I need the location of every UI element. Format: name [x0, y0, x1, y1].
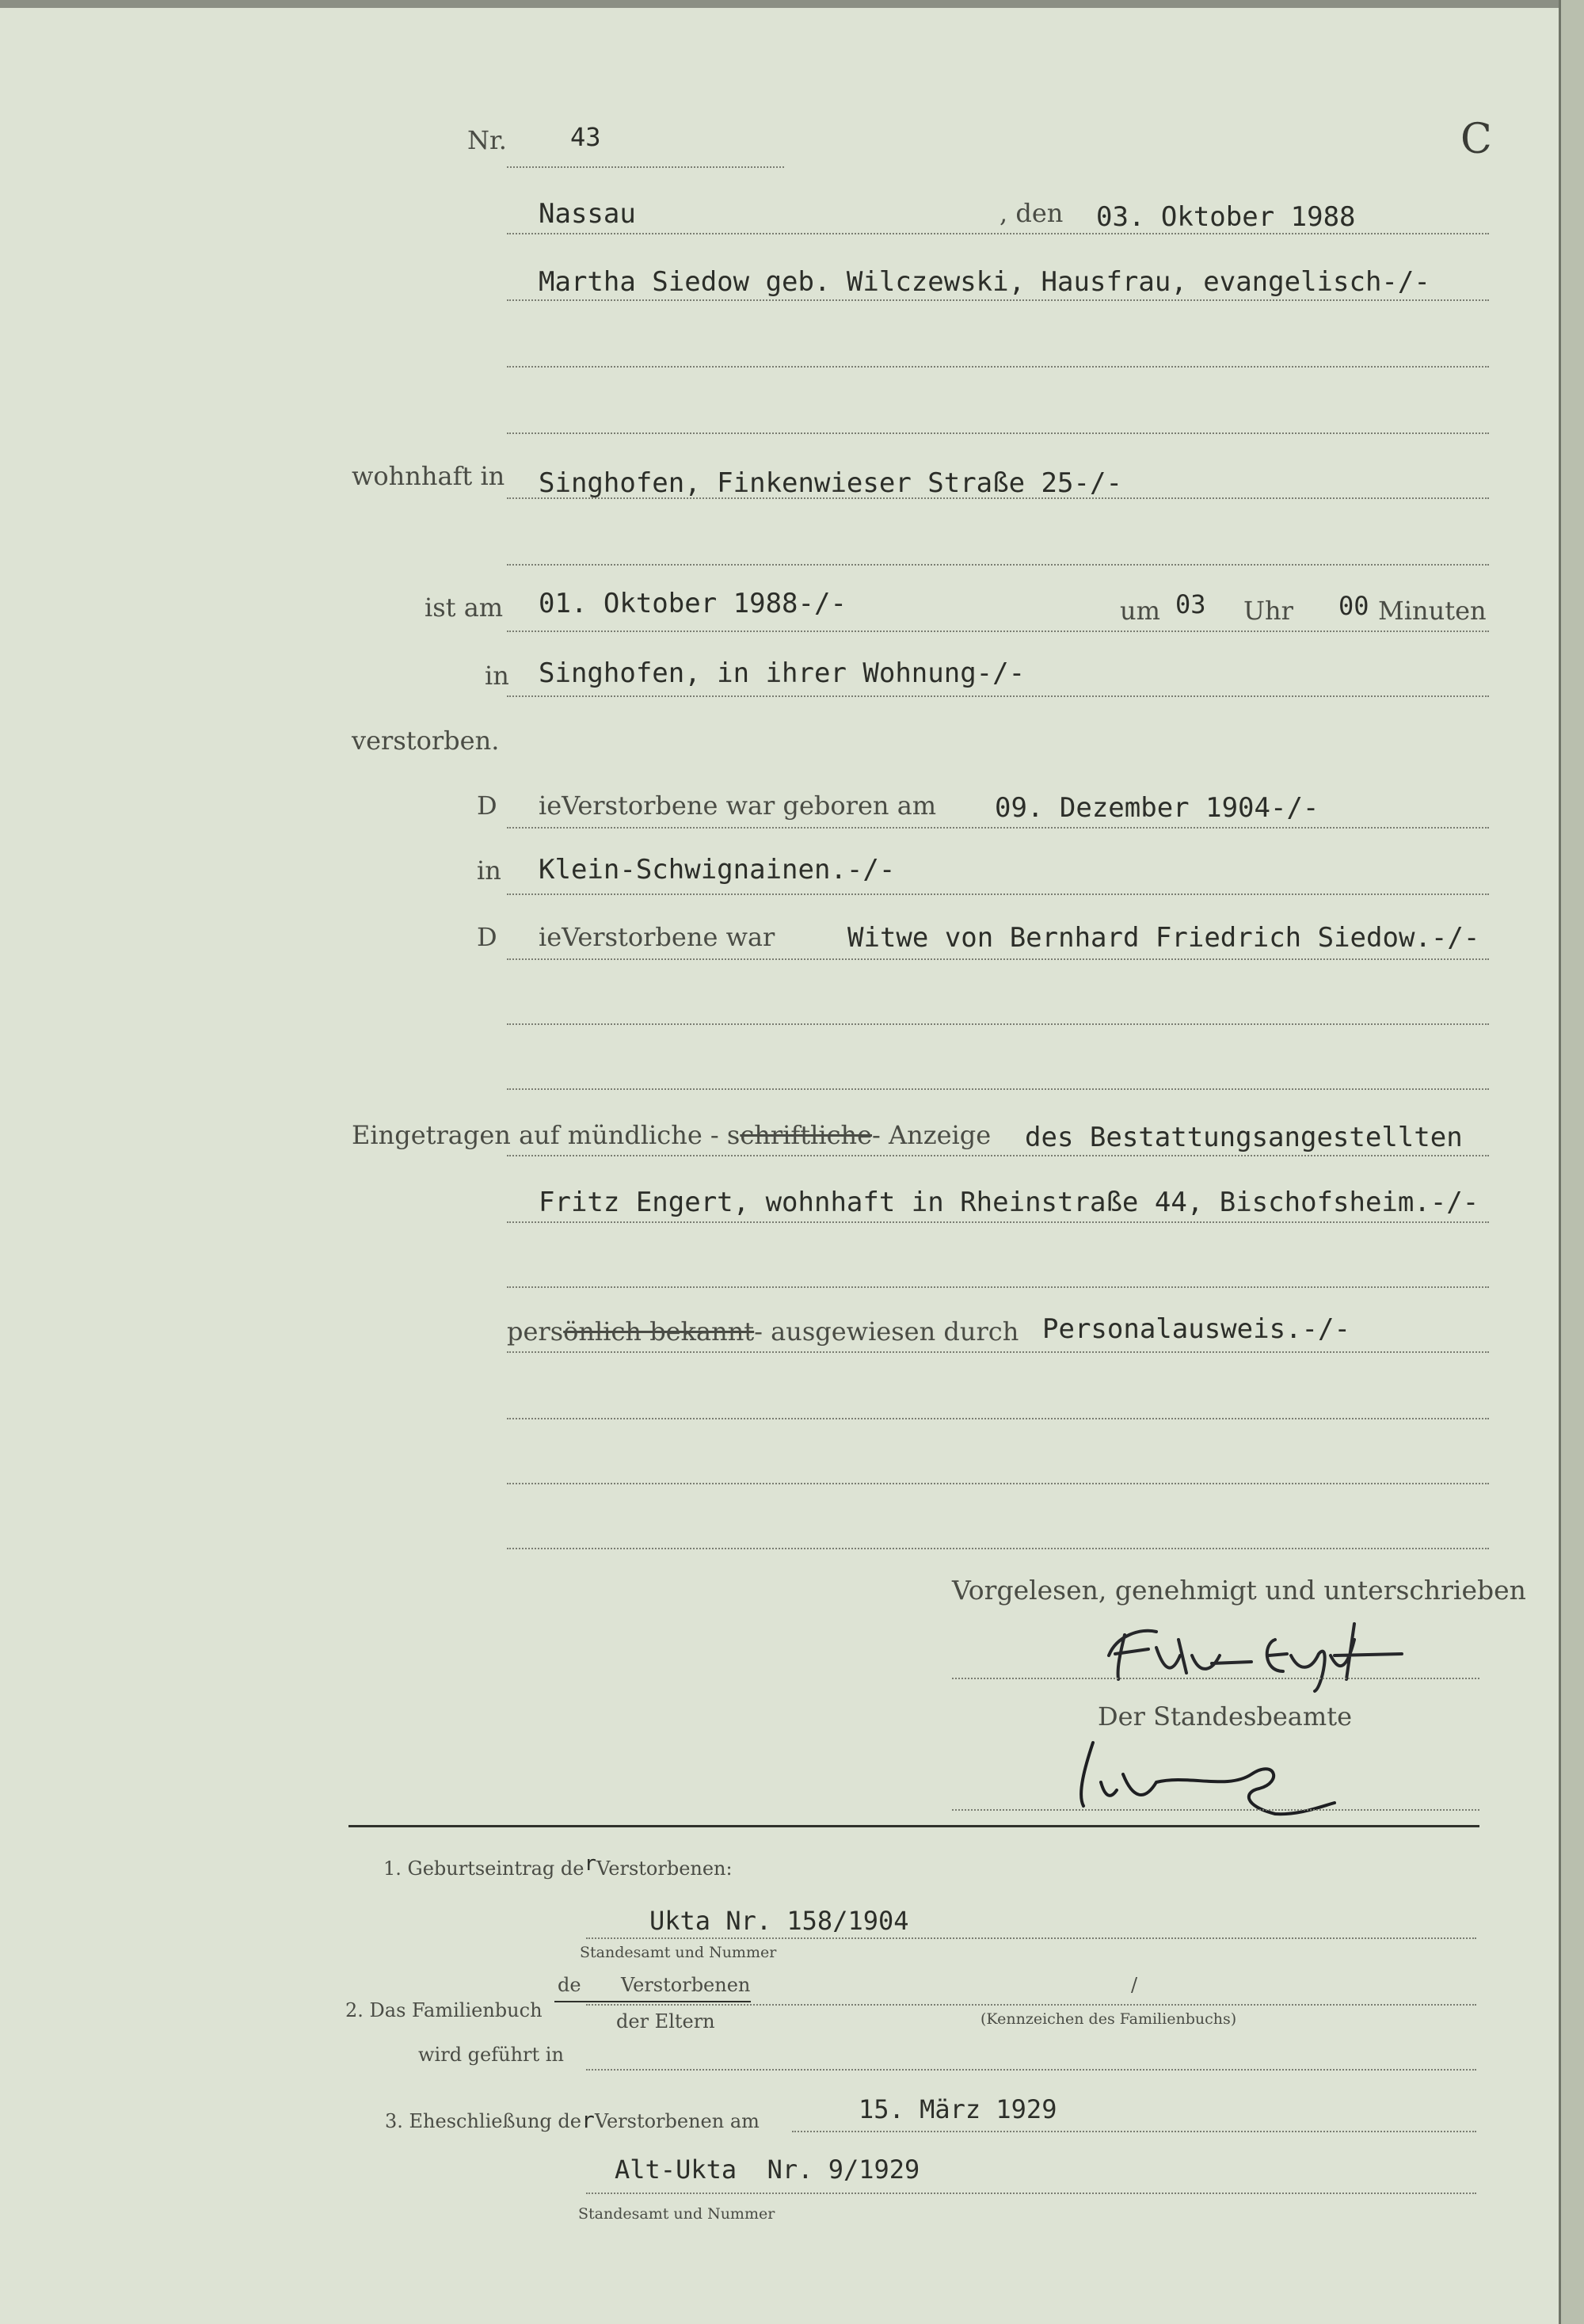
birth-entry-value: Ukta Nr. 158/1904 — [649, 1906, 909, 1936]
page-top-edge — [0, 0, 1584, 8]
marriage-value-line — [586, 2193, 1476, 2194]
um-label: um — [1120, 596, 1160, 626]
familybook-slash: / — [1131, 1974, 1138, 1996]
ist-am-label: ist am — [425, 592, 504, 623]
marriage-date: 15. März 1929 — [859, 2094, 1057, 2124]
status-line — [507, 958, 1489, 960]
registration-label: Eingetragen auf mündliche - schriftliche- Anzeige — [352, 1120, 992, 1150]
verstorben-label: verstorben. — [352, 726, 500, 756]
death-date: 01. Oktober 1988-/- — [539, 588, 847, 619]
registration-line-2 — [507, 1221, 1489, 1223]
birth-label: ieVerstorbene war geboren am — [539, 791, 937, 821]
den-label: , den — [1000, 198, 1064, 228]
registration-value-1: des Bestattungsangestellten — [1025, 1122, 1463, 1153]
familybook-parents: der Eltern — [616, 2010, 715, 2033]
minuten-label: Minuten — [1378, 596, 1487, 626]
familybook-deceased: Verstorbenen — [621, 1974, 751, 1996]
familybook-label: 2. Das Familienbuch — [345, 1999, 543, 2021]
identification-value: Personalausweis.-/- — [1042, 1313, 1350, 1345]
birth-date: 09. Dezember 1904-/- — [995, 792, 1319, 824]
registrar-label: Der Standesbeamte — [1098, 1701, 1353, 1732]
person-line-2 — [507, 366, 1489, 368]
registration-value-2: Fritz Engert, wohnhaft in Rheinstraße 44, Bischofsheim.-/- — [539, 1187, 1479, 1218]
birth-place: Klein-Schwignainen.-/- — [539, 854, 896, 886]
informant-signature-line — [952, 1678, 1479, 1679]
read-approved-label: Vorgelesen, genehmigt und unterschrieben — [952, 1575, 1526, 1606]
registration-line-3 — [507, 1286, 1489, 1288]
familybook-line — [586, 2004, 1476, 2006]
marriage-caption: Standesamt und Nummer — [578, 2205, 775, 2223]
birth-entry-line — [586, 1937, 1476, 1939]
residence-value: Singhofen, Finkenwieser Straße 25-/- — [539, 467, 1122, 499]
familybook-fraction-line — [554, 2001, 751, 2002]
person-line-3 — [507, 432, 1489, 434]
birth-place-line — [507, 893, 1489, 895]
identification-line — [507, 1351, 1489, 1353]
death-place: Singhofen, in ihrer Wohnung-/- — [539, 657, 1026, 689]
informant-signature — [1093, 1608, 1426, 1695]
form-letter: C — [1460, 116, 1492, 163]
familybook-de: de — [558, 1974, 581, 1996]
marriage-value: Alt-Ukta Nr. 9/1929 — [615, 2154, 920, 2185]
birth-date-line — [507, 827, 1489, 829]
residence-label: wohnhaft in — [352, 461, 505, 491]
nr-label: Nr. — [467, 125, 507, 155]
date-value: 03. Oktober 1988 — [1096, 201, 1356, 233]
person-name: Martha Siedow geb. Wilczewski, Hausfrau, evangelisch-/- — [539, 266, 1430, 298]
footer-separator — [348, 1825, 1479, 1827]
residence-line-2 — [507, 564, 1489, 566]
marriage-date-line — [792, 2131, 1476, 2132]
registrar-signature — [1045, 1727, 1346, 1822]
death-place-line — [507, 695, 1489, 697]
birth-d-label: D — [477, 791, 497, 821]
death-minutes: 00 — [1338, 591, 1369, 621]
birth-entry-caption: Standesamt und Nummer — [580, 1944, 777, 1961]
person-line-1 — [507, 299, 1489, 301]
death-in-label: in — [485, 661, 509, 691]
status-d-label: D — [477, 922, 497, 952]
identification-line-4 — [507, 1548, 1489, 1549]
status-line-3 — [507, 1088, 1489, 1090]
identification-label: persönlich bekannt- ausgewiesen durch — [507, 1316, 1019, 1347]
nr-line — [507, 166, 784, 168]
place-date-line — [507, 233, 1489, 234]
identification-line-3 — [507, 1483, 1489, 1484]
registration-line-1 — [507, 1155, 1489, 1156]
marriage-label: 3. Eheschließung derVerstorbenen am — [385, 2107, 760, 2133]
familybook-kept-label: wird geführt in — [418, 2044, 564, 2066]
death-hour: 03 — [1175, 589, 1206, 619]
nr-value: 43 — [570, 122, 601, 152]
status-label: ieVerstorbene war — [539, 922, 775, 952]
birth-entry-label: 1. Geburtseintrag derVerstorbenen: — [383, 1852, 733, 1880]
birth-in-label: in — [477, 855, 501, 886]
page-binding-edge — [1559, 0, 1584, 2324]
residence-line — [507, 497, 1489, 499]
familybook-caption: (Kennzeichen des Familienbuchs) — [980, 2010, 1237, 2028]
status-value: Witwe von Bernhard Friedrich Siedow.-/- — [847, 922, 1480, 954]
status-line-2 — [507, 1023, 1489, 1025]
identification-line-2 — [507, 1418, 1489, 1419]
familybook-kept-line — [586, 2069, 1476, 2071]
uhr-label: Uhr — [1243, 596, 1293, 626]
place-value: Nassau — [539, 198, 636, 230]
death-date-line — [507, 631, 1489, 632]
registrar-signature-line — [952, 1809, 1479, 1811]
